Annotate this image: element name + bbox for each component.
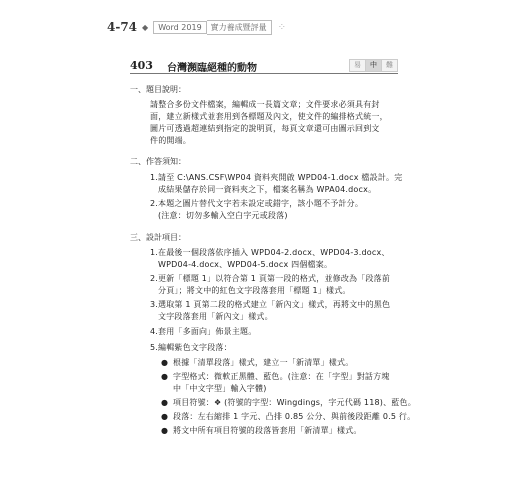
bullet-icon: ●	[161, 372, 168, 381]
running-header	[107, 18, 286, 36]
level-hard: 難	[381, 59, 398, 72]
text-line: 1.在最後一個段落依序插入 WPD04-2.docx、WPD04-3.docx、	[150, 248, 390, 257]
bullet-icon: ●	[161, 426, 168, 435]
text-line: 將文中所有項目符號的段落皆套用「新清單」樣式。	[173, 426, 362, 435]
decoration-icon: ⁘	[277, 21, 287, 33]
text-line: 字型格式：微軟正黑體、藍色。(注意：在「字型」對話方塊	[173, 372, 390, 381]
text-line: 2.本題之圖片替代文字若未設定或錯字，該小題不予計分。	[150, 199, 364, 208]
text-line: 5.編輯紫色文字段落：	[150, 343, 232, 352]
question-number: 403	[130, 59, 153, 72]
text-line: 件的開端。	[150, 136, 191, 145]
text-line: 中「中文字型」輸入字體)	[173, 384, 267, 393]
series-name: 實力養成暨評量	[207, 20, 272, 35]
question-title-bar	[130, 59, 398, 74]
bullet-icon: ●	[161, 412, 168, 421]
text-line: 3.選取第 1 頁第二段的格式建立「新內文」樣式，再將文中的黑色	[150, 300, 391, 309]
text-line: WPD04-4.docx、WPD04-5.docx 四個檔案。	[158, 260, 333, 269]
text-line: 成結果儲存於同一資料夾之下，檔案名稱為 WPA04.docx。	[158, 185, 377, 194]
text-line: 根據「清單段落」樣式，建立一「新清單」樣式。	[173, 358, 354, 367]
section-heading: 二、作答須知：	[130, 157, 186, 166]
section-heading: 一、題目說明：	[130, 85, 186, 94]
text-line: 段落：左右縮排 1 字元、凸排 0.85 公分、與前後段距離 0.5 行。	[173, 412, 416, 421]
bullet-icon: ●	[161, 398, 168, 407]
question-title: 台灣瀕臨絕種的動物	[167, 63, 257, 74]
text-line: 分頁」；將文中的紅色文字段落套用「標題 1」樣式。	[158, 286, 351, 295]
text-line: 1.請至 C:\ANS.CSF\WP04 資料夾開啟 WPD04-1.docx 檔設計。完	[150, 173, 403, 182]
level-medium: 中	[365, 59, 382, 72]
book-name: Word 2019	[153, 21, 206, 34]
difficulty-indicator	[350, 59, 398, 72]
text-line: 4.套用「多面向」佈景主題。	[150, 327, 257, 336]
header-bullet-icon: ◆	[142, 22, 149, 32]
text-line: 圖片可透過超連結到指定的說明頁，每頁文章還可由圖示回到文	[150, 124, 380, 133]
text-line: 2.更新「標題 1」以符合第 1 頁第一段的格式，並修改為「段落前	[150, 274, 391, 283]
text-line: 請整合多份文件檔案，編輯成一長篇文章；文件要求必須具有封	[150, 100, 380, 109]
page-number: 4-74	[107, 20, 138, 34]
section-heading: 三、設計項目：	[130, 233, 186, 242]
text-line: 文字段落套用「新內文」樣式。	[158, 312, 273, 321]
bullet-icon: ●	[161, 358, 168, 367]
text-line: 項目符號：❖ (符號的字型：Wingdings，字元代碼 118)、藍色。	[173, 398, 416, 407]
text-line: (注意：切勿多輸入空白字元或段落)	[158, 211, 288, 220]
text-line: 面，建立新樣式並套用到各標題及內文，使文件的編排格式統一，	[150, 112, 388, 121]
level-easy: 易	[349, 59, 366, 72]
